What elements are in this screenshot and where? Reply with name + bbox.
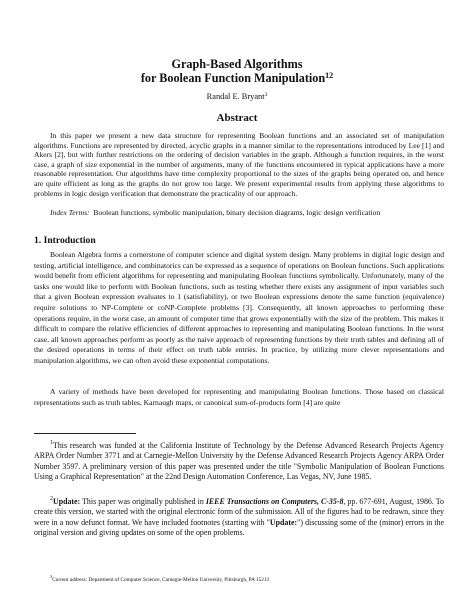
title-line-2 [0, 71, 474, 85]
index-terms-text: Boolean functions, symbolic manipulation, binary decision diagrams, logic design verification [93, 208, 381, 217]
title-line-1: Graph-Based Algorithms [171, 57, 303, 71]
footnote-2-update-word: Update: [269, 517, 298, 527]
paper-title [0, 57, 474, 85]
abstract-heading: Abstract [216, 112, 258, 124]
index-terms-label: Index Terms: [50, 208, 90, 217]
footnote-2 [34, 497, 444, 538]
footnote-3-marker: 3 [50, 574, 53, 579]
footnote-1-marker: 1 [50, 440, 53, 446]
footnote-1-text: This research was funded at the California Institute of Technology by the Defense Advanced Research Projects Agency ARPA Order Number 3771 and at Carnegie-Mellon University by the Defense Advanced Research Projects Agency ARPA Order Number 3597. A preliminary version of this paper was presented under the title "Symbolic Manipulation of Boolean Functions Using a Graphical Representation" at the 22nd Design Automation Conference, Las Vegas, NV, June 1985. [34, 441, 444, 481]
footnote-2-text-a: This paper was originally published in [80, 497, 206, 506]
footnote-2-update-label: Update: [53, 497, 81, 506]
footnote-3-text: Current address: Department of Computer Science, Carnegie-Mellon University, Pittsburgh, PA 15213 [52, 577, 270, 583]
footnote-3 [34, 574, 444, 584]
footnote-2-text-b: , pp. 677-691, August, 1986. To create this version, we started with the original electronic form of the submission. All of the figures had to be redrawn, since they were in a now defunct format. We have included footnotes (starting with " [34, 497, 444, 527]
footnote-2-marker: 2 [50, 496, 53, 502]
footnote-2-text-c: ") discussing some of the (minor) errors in the original version and giving updates on some of the open problems. [34, 517, 444, 537]
author-name: Randal E. Bryant [206, 92, 265, 101]
index-terms [34, 208, 444, 218]
title-line-2-text: for Boolean Function Manipulation [140, 71, 326, 85]
title-footnote-marker: 12 [325, 71, 334, 80]
author-line [0, 92, 474, 101]
intro-paragraph-2: A variety of methods have been developed for representing and manipulating Boolean functions. Those based on classical representations such as truth tables, Karnaugh maps, or canonical sum-of-products form [4] are quite [34, 387, 444, 407]
footnote-divider [34, 433, 136, 434]
footnote-2-journal: IEEE Transactions on Computers, C-35-8 [205, 497, 344, 506]
abstract-body: In this paper we present a new data structure for representing Boolean functions and an associated set of manipulation algorithms. Functions are represented by directed, acyclic graphs in a manner similar to the representations introduced by Lee [1] and Akers [2], but with further restrictions on the ordering of decision variables in the graph. Although a function requires, in the worst case, a graph of size exponential in the number of arguments, many of the functions encountered in typical applications have a more reasonable representation. Our algorithms have time complexity proportional to the sizes of the graphs being operated on, and hence are quite efficient as long as the graphs do not grow too large. We present experimental results from applying these algorithms to problems in logic design verification that demonstrate the practicality of our approach. [34, 131, 444, 198]
section-heading-introduction: 1. Introduction [34, 235, 96, 246]
author-footnote-marker: 3 [264, 92, 268, 98]
footnote-1 [34, 441, 444, 482]
intro-paragraph-1: Boolean Algebra forms a cornerstone of computer science and digital system design. Many problems in digital logic design and testing, artificial intelligence, and combinatorics can be expressed as a sequence of operations on Boolean functions. Such applications would benefit from efficient algorithms for representing and manipulating Boolean functions symbolically. Unfortunately, many of the tasks one would like to perform with Boolean functions, such as testing whether there exists any assignment of input variables such that a given Boolean expression evaluates to 1 (satisfiability), or two Boolean expressions denote the same function (equivalence) require solutions to NP-Complete or coNP-Complete problems [3]. Consequently, all known approaches to performing these operations require, in the worst case, an amount of computer time that grows exponentially with the size of the problem. This makes it difficult to compare the relative efficiencies of different approaches to representing and manipulating Boolean functions. In the worst case, all known approaches perform as poorly as the naive approach of representing functions by their truth tables and defining all of the desired operations in terms of their effect on truth table entries. In practice, by utilizing more clever representations and manipulation algorithms, we can often avoid these exponential computations. [34, 250, 444, 365]
